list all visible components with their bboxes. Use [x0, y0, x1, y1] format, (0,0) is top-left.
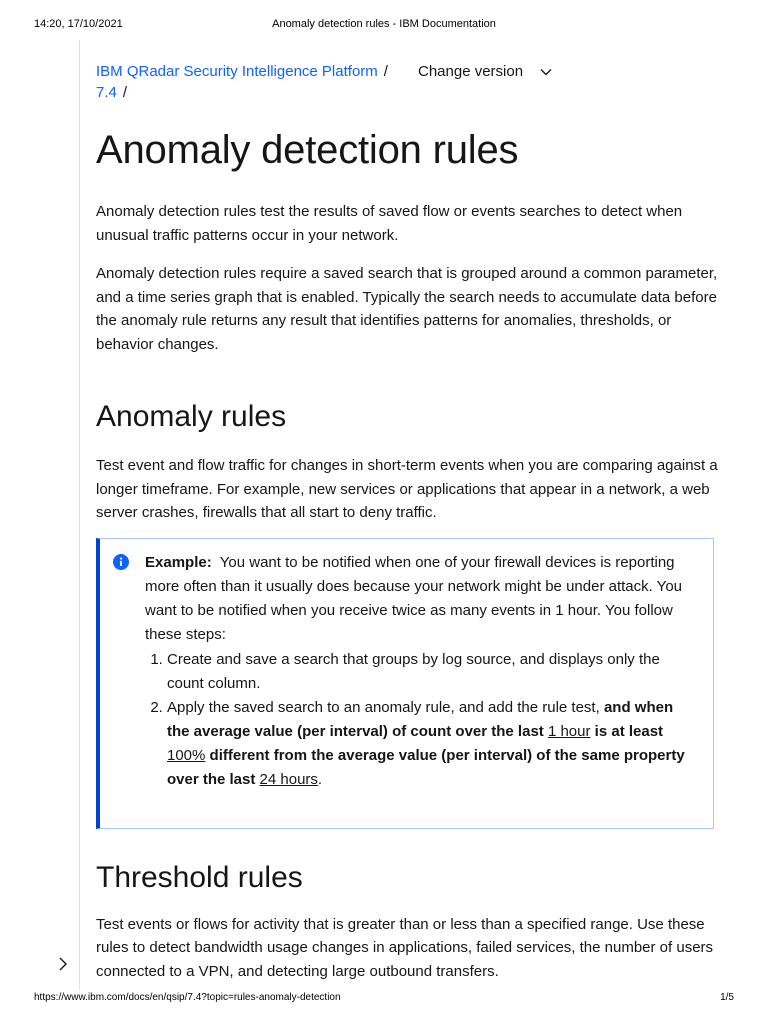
example-note	[96, 538, 714, 829]
chevron-down-icon	[539, 65, 553, 79]
step2-rule-part-3: different from the average value (per interval) of the same property over the last	[167, 746, 685, 788]
breadcrumb-separator: /	[383, 63, 388, 80]
threshold-rules-heading: Threshold rules	[96, 860, 303, 894]
example-label: Example:	[145, 553, 212, 571]
anomaly-rules-description: Test event and flow traffic for changes in short-term events when you are comparing against a longer timeframe. For example, new services or applications that appear in a network, a web server crashes, firewalls that all start to deny traffic.	[96, 457, 718, 521]
threshold-rules-description: Test events or flows for activity that is greater than or less than a specified range. Use these rules to detect bandwidth usage changes in applications, failed services, the number of users connected to a VPN, and detecting large outbound transfers.	[96, 915, 714, 980]
step2-rule-part-1: and when the average value (per interval) of count over the last	[167, 698, 674, 740]
intro-paragraph-2: Anomaly detection rules require a saved search that is grouped around a common parameter, and a time series graph that is enabled. Typically the search needs to accumulate data before the anomaly rule returns any result that identifies patterns for anomalies, thresholds, or behavior changes.	[96, 265, 718, 353]
breadcrumb-product-link[interactable]: IBM QRadar Security Intelligence Platform	[96, 63, 378, 80]
chevron-right-icon	[54, 955, 72, 973]
example-step-1: 1. Create and save a search that groups by log source, and displays only the count column.	[167, 648, 695, 696]
info-icon	[113, 554, 129, 570]
print-timestamp: 14:20, 17/10/2021	[34, 18, 123, 30]
breadcrumb	[96, 60, 720, 108]
step2-end: .	[317, 770, 323, 788]
left-nav-divider	[79, 40, 80, 990]
example-steps-list	[145, 648, 695, 792]
page-title: Anomaly detection rules	[96, 128, 519, 172]
change-version-dropdown[interactable]	[418, 63, 553, 80]
print-page-title: Anomaly detection rules - IBM Documentation	[272, 18, 496, 30]
breadcrumb-separator: /	[122, 84, 128, 101]
period-value: 24 hours	[259, 770, 318, 788]
example-text	[145, 551, 695, 647]
breadcrumb-version-link[interactable]: 7.4	[96, 84, 117, 101]
intro-paragraph-1: Anomaly detection rules test the results of saved flow or events searches to detect when unusual traffic patterns occur in your network.	[96, 203, 683, 244]
toggle-side-nav-button[interactable]	[54, 955, 72, 973]
percent-value: 100%	[167, 746, 206, 764]
anomaly-rules-heading: Anomaly rules	[96, 400, 287, 433]
interval-value: 1 hour	[547, 722, 591, 740]
example-step-2	[167, 696, 695, 792]
step2-prefix: Apply the saved search to an anomaly rule, and add the rule test,	[167, 698, 600, 716]
example-description: You want to be notified when one of your firewall devices is reporting more often than it usually does because your network might be under attack. You want to be notified when you receive twice as many events in 1 hour. You follow these steps:	[145, 553, 682, 643]
main-content	[96, 60, 720, 983]
print-url: https://www.ibm.com/docs/en/qsip/7.4?topic=rules-anomaly-detection	[34, 992, 341, 1003]
print-header	[0, 0, 768, 40]
change-version-label: Change version	[418, 63, 524, 80]
step2-rule-part-2: is at least	[594, 722, 664, 740]
print-page-number: 1/5	[720, 992, 734, 1003]
print-footer	[0, 992, 768, 1024]
